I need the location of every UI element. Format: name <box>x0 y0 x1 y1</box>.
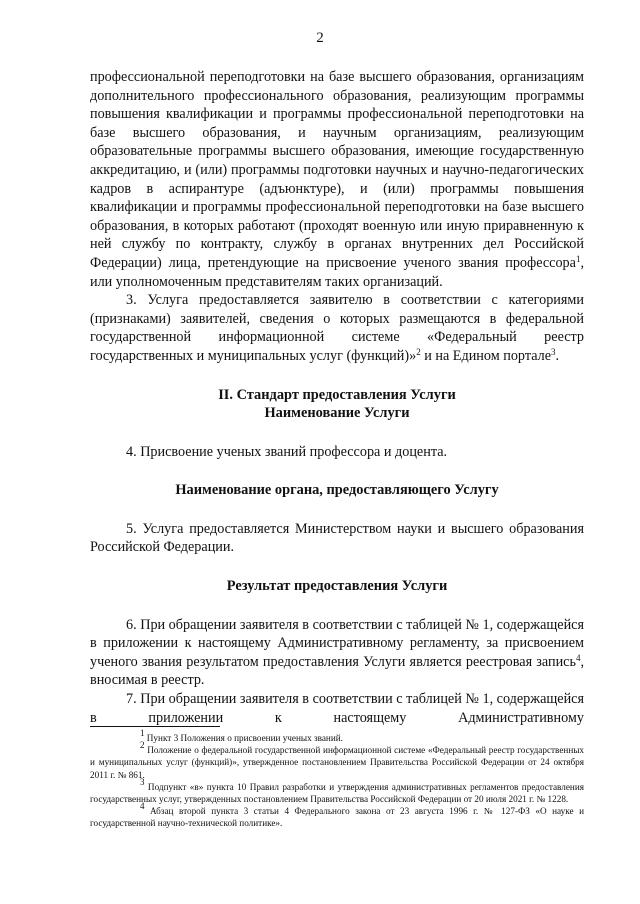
paragraph-5: 5. Услуга предоставляется Министерством науки и высшего образования Российской Федерации. <box>90 520 584 556</box>
footnote-mark: 2 <box>140 740 145 751</box>
section-title: II. Стандарт предоставления Услуги <box>218 386 456 403</box>
footnote-mark: 3 <box>140 776 145 787</box>
footnotes <box>90 728 584 830</box>
subheading-service-name: Наименование Услуги <box>264 405 410 422</box>
footnote-2 <box>90 740 584 781</box>
paragraph-text-end: . <box>555 347 560 364</box>
subheading-result: Результат предоставления Услуги <box>226 578 448 595</box>
footnote-ref-3[interactable]: 3 <box>551 346 556 357</box>
page-number: 2 <box>316 30 324 46</box>
footnote-mark: 4 <box>140 801 145 812</box>
footnote-ref-2[interactable]: 2 <box>416 346 421 357</box>
footnote-mark: 1 <box>140 728 145 738</box>
paragraph-text-end: , или уполномоченным представителям таких организаций. <box>90 254 584 290</box>
paragraph-text: профессиональной переподготовки на базе высшего образования, организациям дополнительного профессионального образования, реализующим программы повышения квалификации и программы профессиональной переподготовки на базе высшего образования, и научным организациям, реализующим образовательные программы высшего образования, имеющие государственную аккредитацию, и (или) программы подготовки научных и научно-педагогических кадров в аспирантуре (адъюнктуре), и (или) программы повышения квалификации и программы профессиональной переподготовки на базе высшего образования, в которых работают (проходят военную или иную приравненную к ней службу по контракту, службу в органах внутренних дел Российской Федерации) лица, претендующие на присвоение ученого звания профессора <box>90 69 584 271</box>
footnote-4 <box>90 801 584 829</box>
paragraph-7: 7. При обращении заявителя в соответствии с таблицей № 1, содержащейся в приложении к настоящему Административному <box>90 691 584 726</box>
footnote-divider <box>90 726 220 727</box>
footnote-3 <box>90 776 584 805</box>
paragraph-continuation <box>90 68 584 291</box>
footnote-text: Подпункт «в» пункта 10 Правил разработки и утверждения административных регламентов предоставления государственных услуг, утвержденных постановлением Правительства Российской Федерации от 20 июля 2021 г. № 1228. <box>90 781 584 805</box>
paragraph-text-mid: и на Едином портале <box>420 347 551 364</box>
paragraph-3 <box>90 291 584 365</box>
paragraph-text: 3. Услуга предоставляется заявителю в соответствии с категориями (признаками) заявителей, сведения о которых размещаются в федеральной государственной информационной системе «Федеральный реестр государственных и муниципальных услуг (функций)» <box>90 292 584 364</box>
paragraph-text-end: , вносимая в реестр. <box>90 653 584 689</box>
subheading-agency: Наименование органа, предоставляющего Услугу <box>175 482 499 499</box>
footnote-text: Пункт 3 Положения о присвоении ученых званий. <box>144 733 343 743</box>
footnote-1 <box>90 728 584 744</box>
paragraph-text: 6. При обращении заявителя в соответствии с таблицей № 1, содержащейся в приложении к настоящему Административному регламенту, за присвоением ученого звания результатом предоставления Услуги является реестровая запись <box>90 616 584 670</box>
footnote-ref-4[interactable]: 4 <box>575 652 581 663</box>
paragraph-6 <box>90 616 584 690</box>
footnote-ref-1[interactable]: 1 <box>575 253 581 264</box>
paragraph-4: 4. Присвоение ученых званий профессора и доцента. <box>126 443 448 460</box>
footnote-text: Абзац второй пункта 3 статьи 4 Федерального закона от 23 августа 1996 г. № 127-ФЗ «О науке и государственной научно-технической политике». <box>90 806 584 829</box>
footnote-text: Положение о федеральной государственной информационной системе «Федеральный реестр государственных и муниципальных услуг (функций)», утвержденное постановлением Правительства Российской Федерации от 24 октября 2011 г. № 861. <box>90 745 584 780</box>
document-body <box>90 68 584 727</box>
